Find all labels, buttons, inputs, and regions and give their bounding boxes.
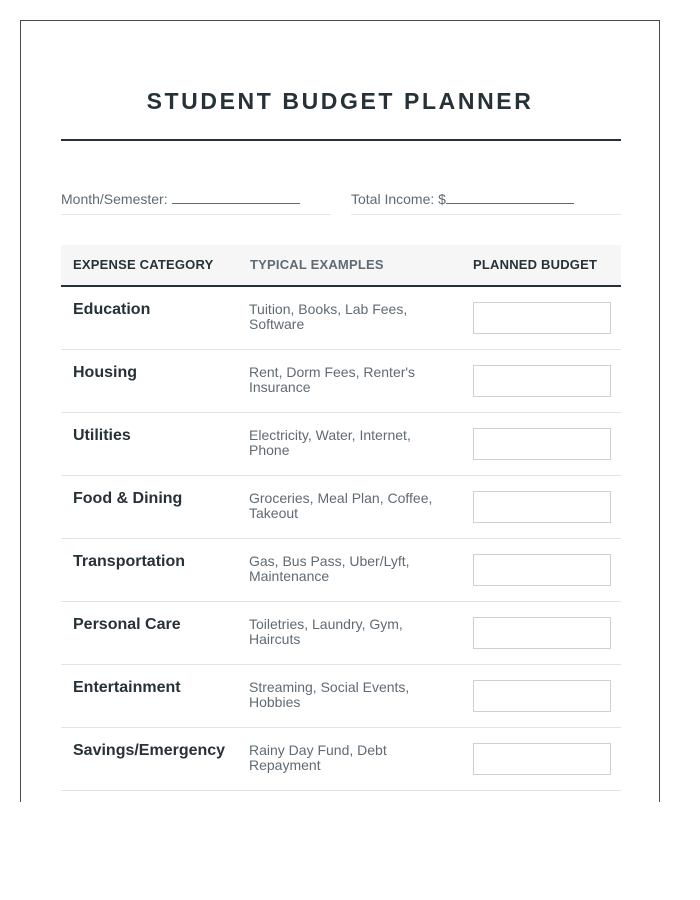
budget-planner-page (20, 20, 660, 802)
planned-budget-input[interactable] (473, 302, 611, 334)
table-row (61, 728, 621, 791)
planned-budget-input[interactable] (473, 554, 611, 586)
table-row (61, 476, 621, 539)
typical-examples: Rent, Dorm Fees, Renter's Insurance (249, 364, 416, 395)
planned-budget-input[interactable] (473, 491, 611, 523)
planned-budget-input[interactable] (473, 743, 611, 775)
total-income-blank[interactable] (446, 189, 574, 204)
table-header (61, 245, 621, 287)
table-row (61, 602, 621, 665)
typical-examples: Rainy Day Fund, Debt Repayment (249, 742, 387, 773)
planned-budget-input[interactable] (473, 428, 611, 460)
title-divider (61, 139, 621, 141)
expense-category: Transportation (73, 553, 186, 570)
planned-budget-input[interactable] (473, 365, 611, 397)
month-field-divider (61, 214, 331, 215)
table-row (61, 665, 621, 728)
typical-examples: Groceries, Meal Plan, Coffee, Takeout (249, 490, 433, 521)
typical-examples: Streaming, Social Events, Hobbies (249, 679, 410, 710)
expense-category: Entertainment (73, 679, 181, 696)
total-income-label: Total Income: $ (351, 191, 446, 207)
planned-budget-input[interactable] (473, 617, 611, 649)
month-semester-field (61, 189, 300, 207)
typical-examples: Electricity, Water, Internet, Phone (249, 427, 411, 458)
header-expense-category: EXPENSE CATEGORY (73, 257, 214, 272)
month-semester-blank[interactable] (172, 189, 300, 204)
typical-examples: Tuition, Books, Lab Fees, Software (249, 301, 408, 332)
table-row (61, 287, 621, 350)
expense-category: Housing (73, 364, 137, 381)
expense-category: Personal Care (73, 616, 181, 633)
expense-category: Education (73, 301, 151, 318)
month-semester-label: Month/Semester: (61, 191, 168, 207)
header-typical-examples: TYPICAL EXAMPLES (250, 257, 384, 272)
planned-budget-input[interactable] (473, 680, 611, 712)
typical-examples: Toiletries, Laundry, Gym, Haircuts (249, 616, 403, 647)
budget-table (61, 245, 621, 791)
header-planned-budget: PLANNED BUDGET (473, 257, 598, 272)
typical-examples: Gas, Bus Pass, Uber/Lyft, Maintenance (249, 553, 410, 584)
expense-category: Savings/Emergency (73, 742, 226, 759)
table-row (61, 413, 621, 476)
income-field-divider (351, 214, 621, 215)
expense-category: Utilities (73, 427, 131, 444)
table-row (61, 350, 621, 413)
expense-category: Food & Dining (73, 490, 183, 507)
total-income-field (351, 189, 574, 207)
page-title: STUDENT BUDGET PLANNER (146, 88, 534, 114)
table-row (61, 539, 621, 602)
